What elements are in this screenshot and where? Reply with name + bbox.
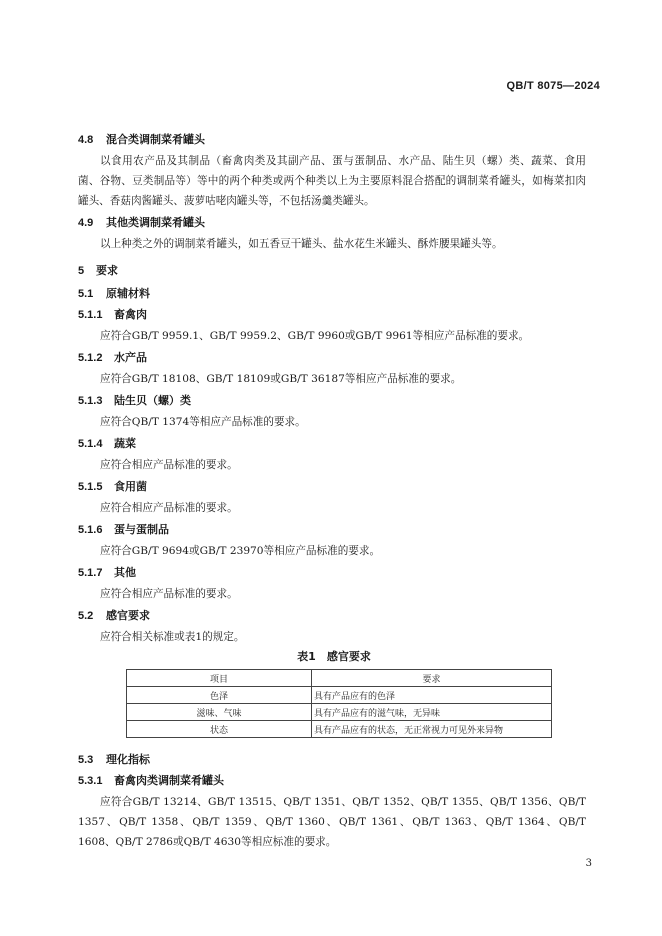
section-title: 感官要求 (106, 609, 150, 622)
heading-5-2 (78, 608, 586, 623)
section-number: 5.1.3 (78, 395, 103, 407)
paragraph-5-1-4: 应符合相应产品标准的要求。 (100, 459, 238, 471)
paragraph-5-1-7: 应符合相应产品标准的要求。 (100, 588, 238, 600)
table-caption: 表1 感官要求 (297, 650, 371, 663)
section-number: 5.1.5 (78, 481, 103, 493)
heading-5 (78, 263, 586, 278)
table-cell: 具有产品应有的色泽 (312, 687, 552, 704)
section-title: 混合类调制菜肴罐头 (106, 133, 205, 146)
paragraph-5-2: 应符合相关标准或表1的规定。 (100, 631, 245, 643)
heading-5-1 (78, 286, 586, 301)
table-header-cell: 要求 (312, 670, 552, 687)
paragraph-4-8: 以食用农产品及其制品（畜禽肉类及其副产品、蛋与蛋制品、水产品、陆生贝（螺）类、蔬菜、食用菌、谷物、豆类制品等）等中的两个种类或两个种类以上为主要原料混合搭配的调制菜肴罐头，如梅菜扣肉罐头、香菇肉酱罐头、菠萝咕咾肉罐头等，不包括汤羹类罐头。 (78, 155, 586, 207)
table-cell: 色泽 (127, 687, 312, 704)
heading-5-3-1 (78, 773, 586, 788)
heading-5-1-1 (78, 307, 586, 322)
paragraph-5-1-3: 应符合QB/T 1374等相应产品标准的要求。 (100, 416, 306, 428)
table-header-row (127, 670, 552, 687)
section-title: 其他类调制菜肴罐头 (106, 216, 205, 229)
heading-5-1-6 (78, 522, 586, 537)
heading-5-1-2 (78, 350, 586, 365)
table-header-cell: 项目 (127, 670, 312, 687)
section-title: 蛋与蛋制品 (114, 523, 169, 536)
section-number: 5.1.1 (78, 309, 103, 321)
heading-4-9 (78, 215, 586, 230)
section-number: 5.3 (78, 754, 94, 766)
section-title: 要求 (96, 264, 118, 277)
heading-5-1-5 (78, 479, 586, 494)
heading-5-1-7 (78, 565, 586, 580)
table-cell: 具有产品应有的滋气味，无异味 (312, 704, 552, 721)
paragraph-5-1-2: 应符合GB/T 18108、GB/T 18109或GB/T 36187等相应产品标准的要求。 (100, 373, 462, 385)
table-cell: 滋味、气味 (127, 704, 312, 721)
section-number: 5 (78, 265, 85, 277)
section-number: 5.3.1 (78, 775, 103, 787)
paragraph-5-1-1: 应符合GB/T 9959.1、GB/T 9959.2、GB/T 9960或GB/T 9961等相应产品标准的要求。 (100, 330, 530, 342)
section-title: 畜禽肉 (114, 308, 147, 321)
section-number: 5.1.2 (78, 352, 103, 364)
page-number: 3 (585, 858, 592, 869)
heading-5-1-3 (78, 393, 586, 408)
section-number: 5.1.6 (78, 524, 103, 536)
paragraph-5-1-6: 应符合GB/T 9694或GB/T 23970等相应产品标准的要求。 (100, 545, 381, 557)
section-number: 5.1 (78, 288, 94, 300)
section-title: 陆生贝（螺）类 (114, 394, 191, 407)
heading-5-1-4 (78, 436, 586, 451)
section-title: 其他 (114, 566, 136, 579)
document-body (78, 132, 586, 852)
table-cell: 状态 (127, 721, 312, 738)
table-row (127, 704, 552, 721)
section-number: 5.1.7 (78, 567, 103, 579)
table-row (127, 721, 552, 738)
paragraph-5-3-1: 应符合GB/T 13214、GB/T 13515、QB/T 1351、QB/T 1352、QB/T 1355、QB/T 1356、QB/T 1357、QB/T 1358、QB/T 1359、QB/T 1360、QB/T 1361、QB/T 1363、QB/T 1364、QB/T 1608、QB/T 2786或QB/T 4630等相应标准的要求。 (78, 796, 586, 848)
table-row (127, 687, 552, 704)
section-number: 5.1.4 (78, 438, 103, 450)
section-number: 4.9 (78, 217, 94, 229)
section-number: 4.8 (78, 134, 94, 146)
heading-5-3 (78, 752, 586, 767)
section-title: 蔬菜 (114, 437, 136, 450)
paragraph-4-9: 以上种类之外的调制菜肴罐头，如五香豆干罐头、盐水花生米罐头、酥炸腰果罐头等。 (100, 238, 503, 250)
section-title: 食用菌 (114, 480, 147, 493)
section-title: 原辅材料 (106, 287, 150, 300)
standard-code: QB/T 8075—2024 (506, 80, 600, 92)
section-title: 畜禽肉类调制菜肴罐头 (114, 774, 224, 787)
heading-4-8 (78, 132, 586, 147)
table-cell: 具有产品应有的状态，无正常视力可见外来异物 (312, 721, 552, 738)
section-number: 5.2 (78, 610, 94, 622)
paragraph-5-1-5: 应符合相应产品标准的要求。 (100, 502, 238, 514)
section-title: 理化指标 (106, 753, 150, 766)
sensory-table (126, 669, 552, 738)
section-title: 水产品 (114, 351, 147, 364)
